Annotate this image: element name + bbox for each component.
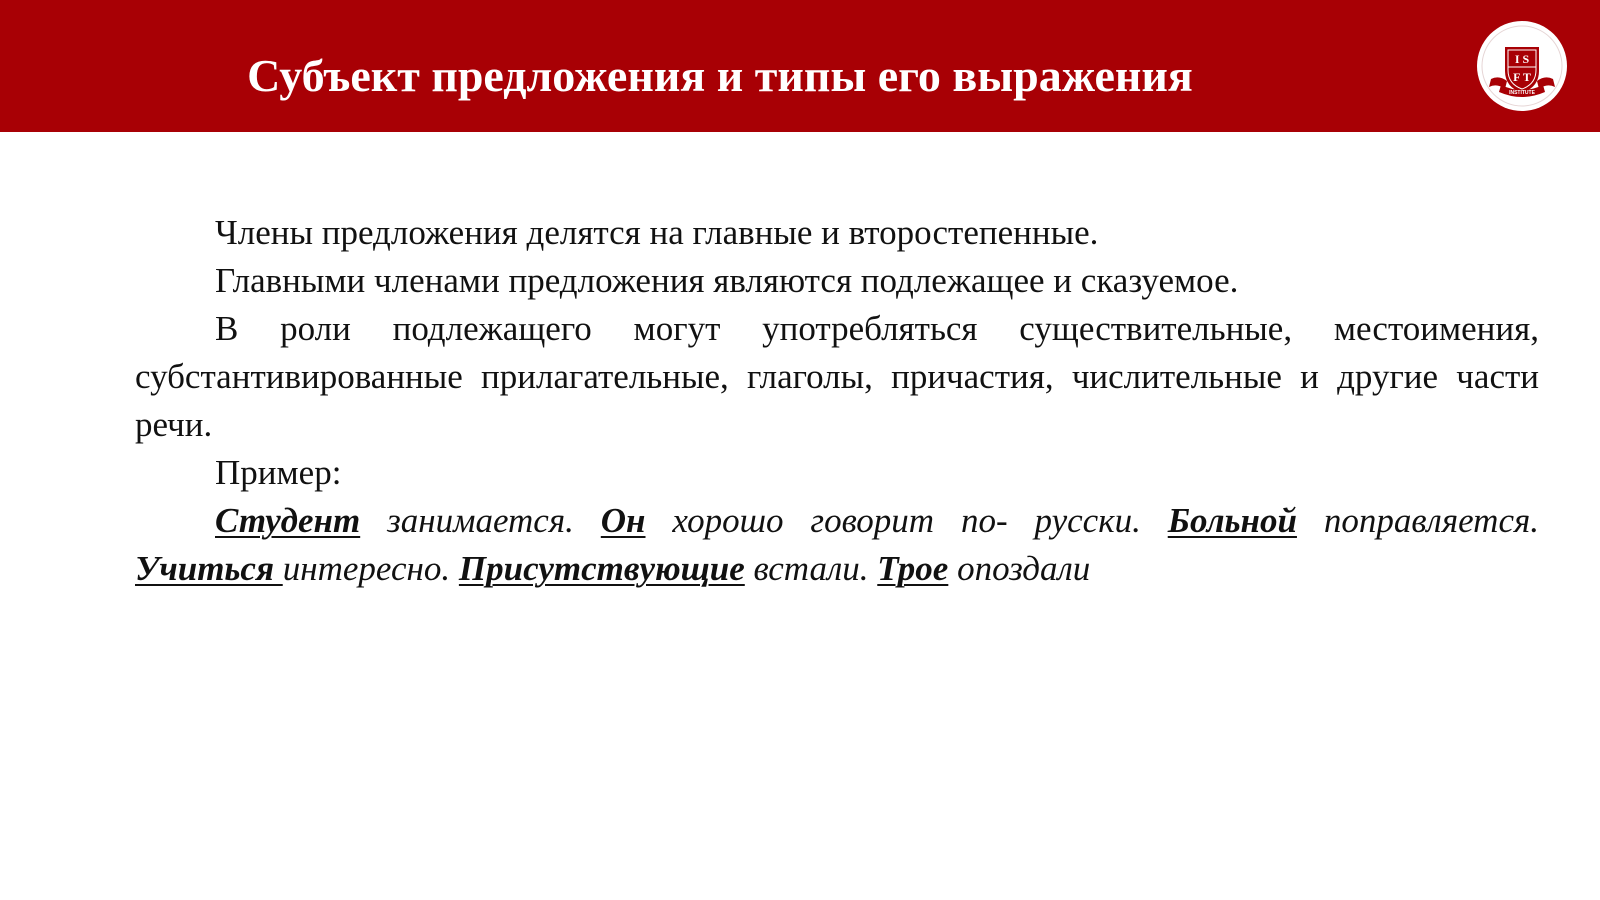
- example-predicate-2: хорошо говорит по- русски.: [645, 501, 1168, 540]
- example-predicate-6: опоздали: [948, 549, 1091, 588]
- example-subject-5: Присутствующие: [458, 549, 745, 588]
- example-predicate-4: интересно.: [282, 549, 459, 588]
- example-heading: Пример:: [215, 453, 342, 492]
- svg-text:I S: I S: [1514, 52, 1530, 66]
- example-predicate-1: занимается.: [360, 501, 601, 540]
- svg-text:F T: F T: [1513, 70, 1531, 84]
- example-sentences: [135, 497, 1539, 593]
- paragraph-2: Главными членами предложения являются подлежащее и сказуемое.: [215, 261, 1239, 300]
- slide-title: Субъект предложения и типы его выражения: [247, 50, 1193, 101]
- svg-text:INSTITUTE: INSTITUTE: [1509, 90, 1535, 96]
- isft-institute-seal-icon: [1477, 21, 1567, 111]
- example-predicate-5: встали.: [744, 549, 878, 588]
- example-subject-3: Больной: [1167, 501, 1297, 540]
- slide-body: [135, 209, 1539, 593]
- slide-header: [0, 0, 1600, 132]
- paragraph-3: В роли подлежащего могут употребляться существительные, местоимения, субстантивированные прилагательные, глаголы, причастия, числительные и другие части речи.: [135, 309, 1539, 444]
- paragraph-1: Члены предложения делятся на главные и второстепенные.: [215, 213, 1099, 252]
- example-subject-1: Студент: [215, 501, 361, 540]
- example-subject-2: Он: [600, 501, 646, 540]
- example-subject-4: Учиться: [135, 549, 283, 588]
- example-predicate-3: поправляется.: [1296, 501, 1539, 540]
- example-subject-6: Трое: [877, 549, 949, 588]
